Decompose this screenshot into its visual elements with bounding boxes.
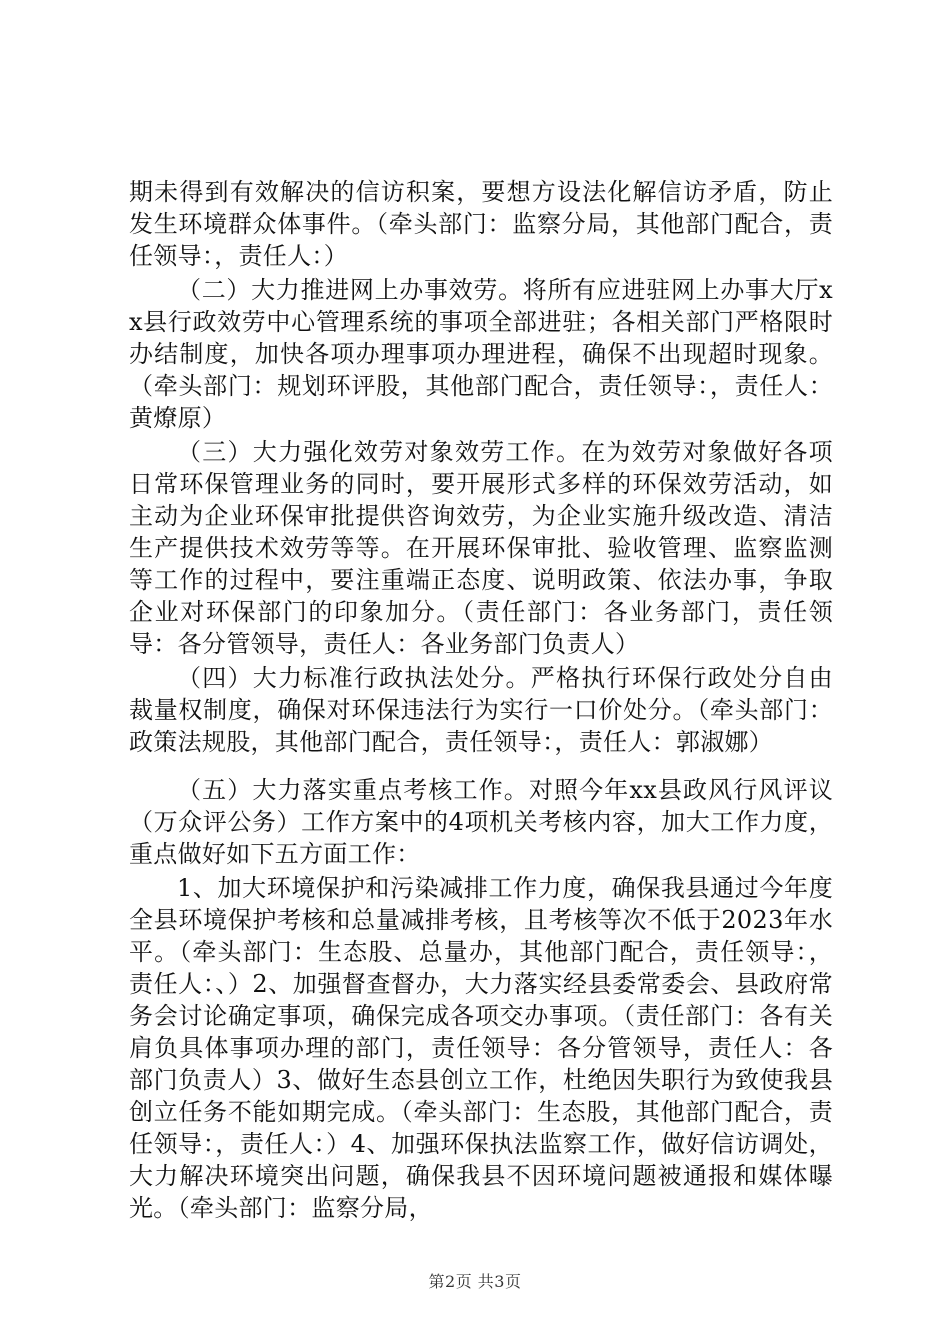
paragraph-numbered-items: 1、加大环境保护和污染减排工作力度，确保我县通过今年度全县环境保护考核和总量减排考核，且考核等次不低于2023年水平。（牵头部门：生态股、总量办，其他部门配合，责任领导：，责任人：、）2、加强督查督办，大力落实经县委常委会、县政府常务会讨论确定事项，确保完成各项交办事项。（责任部门：各有关肩负具体事项办理的部门，责任领导：各分管领导，责任人：各部门负责人）3、做好生态县创立工作，杜绝因失职行为致使我县创立任务不能如期完成。（牵头部门：生态股，其他部门配合，责任领导：，责任人：）4、加强环保执法监察工作，做好信访调处，大力解决环境突出问题，确保我县不因环境问题被通报和媒体曝光。（牵头部门：监察分局， — [129, 874, 833, 1222]
paragraph-continued: 期未得到有效解决的信访积案，要想方设法化解信访矛盾，防止发生环境群众体事件。（牵头部门：监察分局，其他部门配合，责任领导：，责任人：） — [129, 178, 833, 270]
document-body — [129, 176, 833, 1224]
page-number: 第2页 共3页 — [428, 1272, 522, 1291]
paragraph-section-5: （五）大力落实重点考核工作。对照今年xx县政风行风评议（万众评公务）工作方案中的4项机关考核内容，加大工作力度，重点做好如下五方面工作： — [129, 776, 833, 868]
paragraph-section-2: （二）大力推进网上办事效劳。将所有应进驻网上办事大厅xx县行政效劳中心管理系统的事项全部进驻；各相关部门严格限时办结制度，加快各项办理事项办理进程，确保不出现超时现象。（牵头部门：规划环评股，其他部门配合，责任领导：，责任人：黄燎原） — [129, 276, 833, 432]
paragraph-section-4: （四）大力标准行政执法处分。严格执行环保行政处分自由裁量权制度，确保对环保违法行为实行一口价处分。（牵头部门：政策法规股，其他部门配合，责任领导：，责任人：郭淑娜） — [129, 664, 833, 756]
paragraph-section-3: （三）大力强化效劳对象效劳工作。在为效劳对象做好各项日常环保管理业务的同时，要开展形式多样的环保效劳活动，如主动为企业环保审批提供咨询效劳，为企业实施升级改造、清洁生产提供技术效劳等等。在开展环保审批、验收管理、监察监测等工作的过程中，要注重端正态度、说明政策、依法办事，争取企业对环保部门的印象加分。（责任部门：各业务部门，责任领导：各分管领导，责任人：各业务部门负责人） — [129, 438, 833, 658]
